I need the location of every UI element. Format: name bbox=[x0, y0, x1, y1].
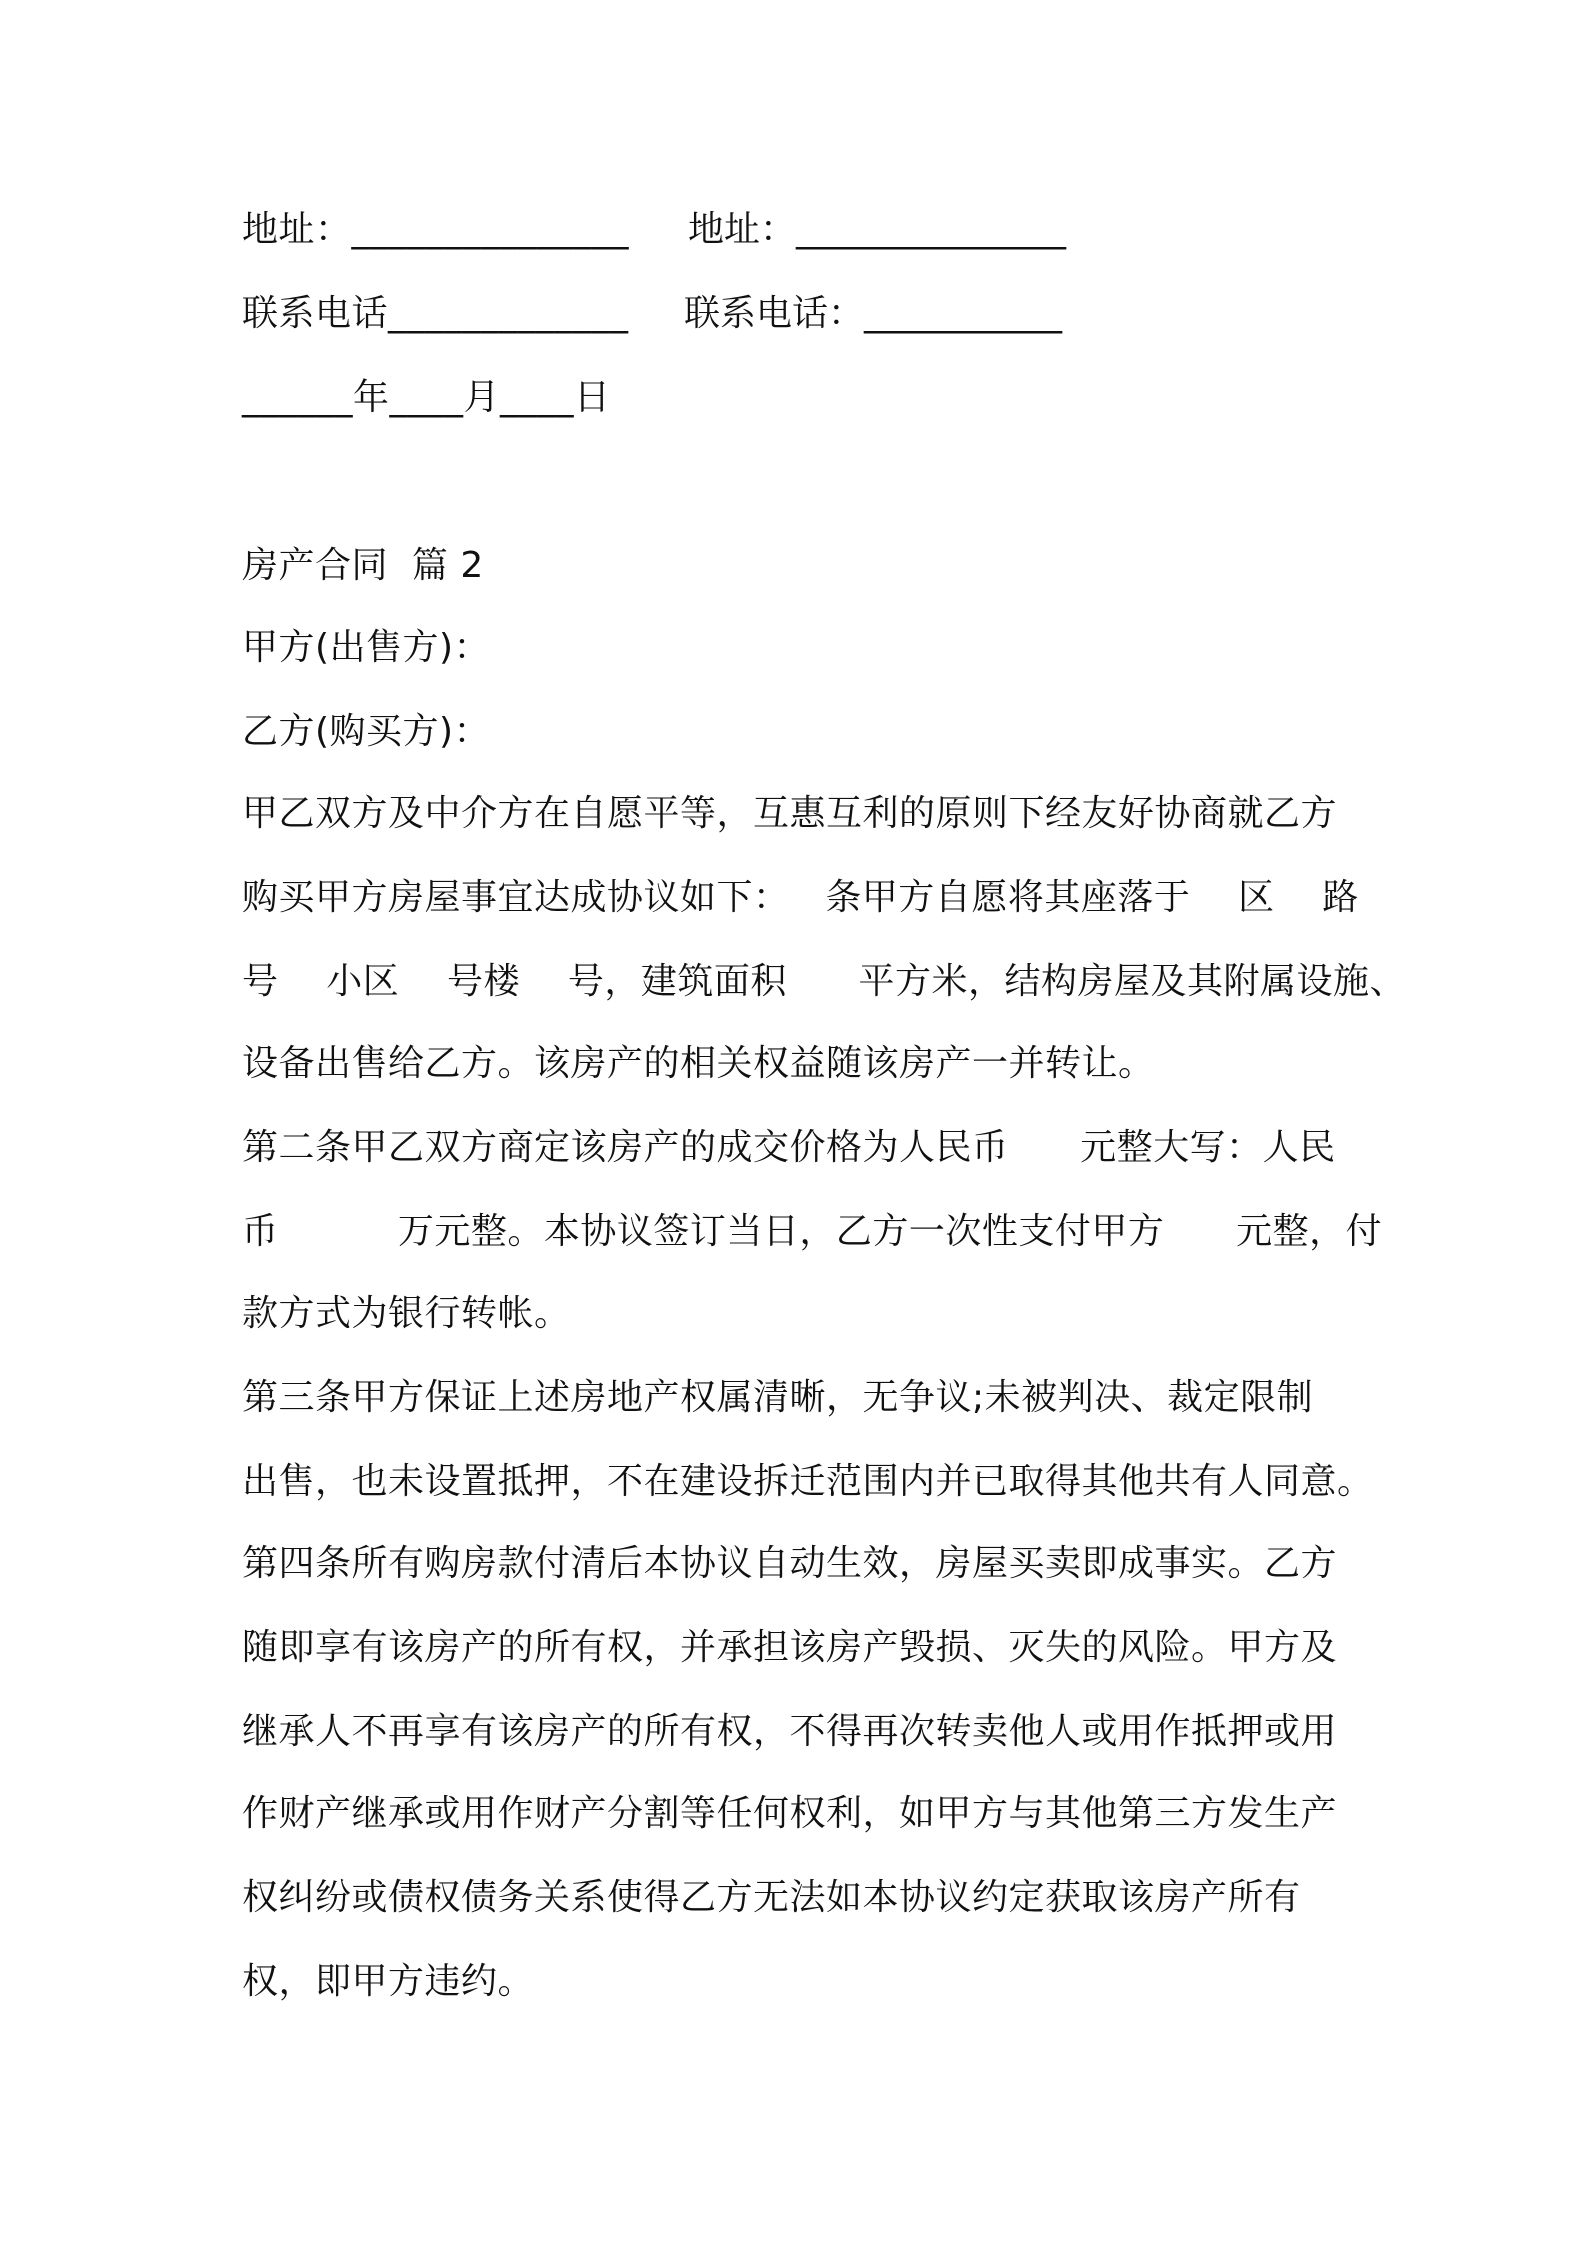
body-line: 款方式为银行转帐。 bbox=[242, 1293, 571, 1334]
body-line: 第三条甲方保证上述房地产权属清晰，无争议;未被判决、裁定限制 bbox=[242, 1377, 1314, 1418]
address-left: 地址：_______________ bbox=[242, 209, 630, 250]
phone-right: 联系电话：___________ bbox=[684, 293, 1063, 334]
party-b-line: 乙方(购买方)： bbox=[242, 711, 491, 752]
body-line: 出售，也未设置抵押，不在建设拆迁范围内并已取得其他共有人同意。 bbox=[242, 1461, 1374, 1502]
body-line: 作财产继承或用作财产分割等任何权利，如甲方与其他第三方发生产 bbox=[242, 1793, 1338, 1834]
address-right: 地址：_______________ bbox=[688, 209, 1067, 250]
body-line: 购买甲方房屋事宜达成协议如下： 条甲方自愿将其座落于 区 路 bbox=[242, 877, 1359, 918]
phone-left: 联系电话_____________ bbox=[242, 293, 629, 334]
date-line: ______年____月____日 bbox=[242, 377, 611, 418]
party-a-line: 甲方(出售方)： bbox=[242, 627, 491, 668]
body-line: 设备出售给乙方。该房产的相关权益随该房产一并转让。 bbox=[242, 1043, 1155, 1084]
section-title: 房产合同 篇 2 bbox=[242, 545, 484, 586]
body-line: 继承人不再享有该房产的所有权，不得再次转卖他人或用作抵押或用 bbox=[242, 1711, 1338, 1752]
body-line: 币 万元整。本协议签订当日，乙方一次性支付甲方 元整，付 bbox=[242, 1211, 1383, 1252]
body-line: 第四条所有购房款付清后本协议自动生效，房屋买卖即成事实。乙方 bbox=[242, 1543, 1338, 1584]
body-line: 权，即甲方违约。 bbox=[242, 1961, 535, 2002]
body-line: 随即享有该房产的所有权，并承担该房产毁损、灭失的风险。甲方及 bbox=[242, 1627, 1338, 1668]
body-line: 权纠纷或债权债务关系使得乙方无法如本协议约定获取该房产所有 bbox=[242, 1877, 1301, 1918]
body-line: 甲乙双方及中介方在自愿平等，互惠互利的原则下经友好协商就乙方 bbox=[242, 793, 1338, 834]
body-line: 号 小区 号楼 号，建筑面积 平方米，结构房屋及其附属设施、 bbox=[242, 961, 1406, 1002]
body-line: 第二条甲乙双方商定该房产的成交价格为人民币 元整大写：人民 bbox=[242, 1127, 1336, 1168]
